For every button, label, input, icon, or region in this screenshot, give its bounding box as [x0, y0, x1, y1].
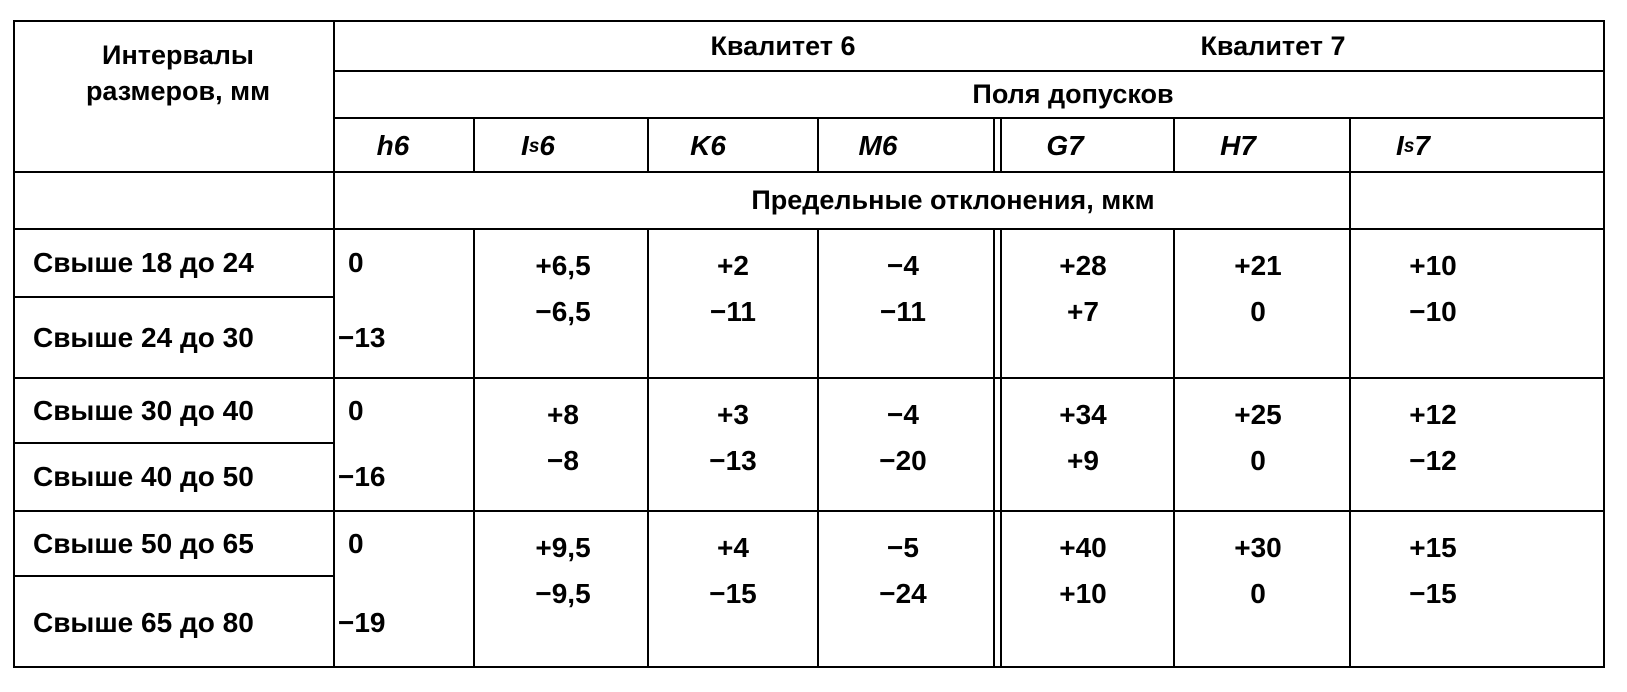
- table-border-left: [13, 20, 15, 668]
- rule-after-intervals: [333, 20, 335, 668]
- h7-lower-deviation: 0: [1250, 445, 1266, 476]
- field-code-m6: M6: [858, 130, 898, 161]
- m6-upper-deviation: −4: [887, 250, 919, 281]
- rule-after-k6-body: [817, 228, 819, 668]
- rule-under-tolerance-fields: [333, 117, 1605, 119]
- rule-after-g7-body: [1173, 228, 1175, 668]
- m6-lower-deviation: −11: [880, 296, 926, 327]
- tolerance-table: [13, 20, 1605, 668]
- k6-lower-deviation: −15: [709, 578, 757, 609]
- h7-upper-deviation: +30: [1234, 532, 1282, 563]
- h7-upper-deviation: +25: [1234, 399, 1282, 430]
- quality-7-header: Квалитет 7: [1200, 30, 1346, 61]
- m6-lower-deviation: −20: [879, 445, 927, 476]
- table-border-top: [13, 20, 1605, 22]
- size-interval-label: Свыше 65 до 80: [33, 606, 254, 638]
- m6-upper-deviation: −4: [887, 399, 919, 430]
- is6-upper-deviation: +9,5: [535, 532, 591, 563]
- k6-lower-deviation: −11: [710, 296, 756, 327]
- k6-upper-deviation: +2: [717, 250, 749, 281]
- is6-upper-deviation: +8: [547, 399, 579, 430]
- m6-lower-deviation: −24: [879, 578, 927, 609]
- h7-lower-deviation: 0: [1250, 578, 1266, 609]
- size-intervals-header: Интервалы размеров, мм: [85, 39, 271, 106]
- field-code-h7: H7: [1220, 130, 1256, 161]
- field-code-k6: K6: [690, 130, 726, 161]
- is6-upper-deviation: +6,5: [535, 250, 591, 281]
- double-rule-left: [993, 117, 995, 173]
- h7-lower-deviation: 0: [1250, 296, 1266, 327]
- size-interval-label: Свыше 18 до 24: [33, 247, 254, 278]
- double-rule-right-body: [1000, 228, 1002, 668]
- field-code-is6: I s 6: [521, 130, 555, 161]
- field-code-h6: h6: [376, 130, 410, 161]
- rule-after-h7: [1349, 117, 1351, 668]
- m6-upper-deviation: −5: [887, 532, 919, 563]
- h7-upper-deviation: +21: [1234, 250, 1282, 281]
- rule-after-g7: [1173, 117, 1175, 173]
- rule-after-is6-body: [647, 228, 649, 668]
- limit-deviations-header: Предельные отклонения, мкм: [751, 184, 1155, 215]
- field-code-g7: G7: [1046, 130, 1084, 161]
- rule-under-field-codes: [13, 171, 1605, 173]
- rule-after-h6: [473, 117, 475, 173]
- field-code-is7: I s 7: [1396, 130, 1430, 161]
- h6-upper-deviation: 0: [348, 394, 364, 426]
- rule-after-h6-body: [473, 228, 475, 668]
- g7-upper-deviation: +34: [1059, 399, 1107, 430]
- rule-after-is6: [647, 117, 649, 173]
- double-rule-right: [1000, 117, 1002, 173]
- k6-upper-deviation: +4: [717, 532, 749, 563]
- rule-after-k6: [817, 117, 819, 173]
- k6-lower-deviation: −13: [709, 445, 757, 476]
- is6-lower-deviation: −9,5: [535, 578, 591, 609]
- k6-upper-deviation: +3: [717, 399, 749, 430]
- is7-lower-deviation: −15: [1409, 578, 1457, 609]
- tolerance-fields-header: Поля допусков: [972, 78, 1174, 109]
- is7-lower-deviation: −10: [1409, 296, 1457, 327]
- h6-upper-deviation: 0: [348, 527, 364, 559]
- is6-lower-deviation: −8: [547, 445, 579, 476]
- is7-upper-deviation: +12: [1409, 399, 1457, 430]
- is7-upper-deviation: +15: [1409, 532, 1457, 563]
- g7-upper-deviation: +28: [1059, 250, 1107, 281]
- size-interval-label: Свыше 50 до 65: [33, 527, 254, 559]
- is6-lower-deviation: −6,5: [535, 296, 591, 327]
- h6-upper-deviation: 0: [348, 247, 364, 278]
- size-interval-label: Свыше 30 до 40: [33, 394, 254, 426]
- double-rule-left-body: [993, 228, 995, 668]
- h6-lower-deviation: −16: [338, 461, 386, 492]
- is7-upper-deviation: +10: [1409, 250, 1457, 281]
- g7-lower-deviation: +10: [1059, 578, 1107, 609]
- g7-upper-deviation: +40: [1059, 532, 1107, 563]
- g7-lower-deviation: +7: [1067, 296, 1099, 327]
- g7-lower-deviation: +9: [1067, 445, 1099, 476]
- quality-6-header: Квалитет 6: [710, 30, 856, 61]
- size-interval-label: Свыше 40 до 50: [33, 461, 254, 492]
- size-interval-label: Свыше 24 до 30: [33, 321, 254, 353]
- h6-lower-deviation: −19: [338, 606, 386, 638]
- h6-lower-deviation: −13: [338, 321, 386, 353]
- is7-lower-deviation: −12: [1409, 445, 1457, 476]
